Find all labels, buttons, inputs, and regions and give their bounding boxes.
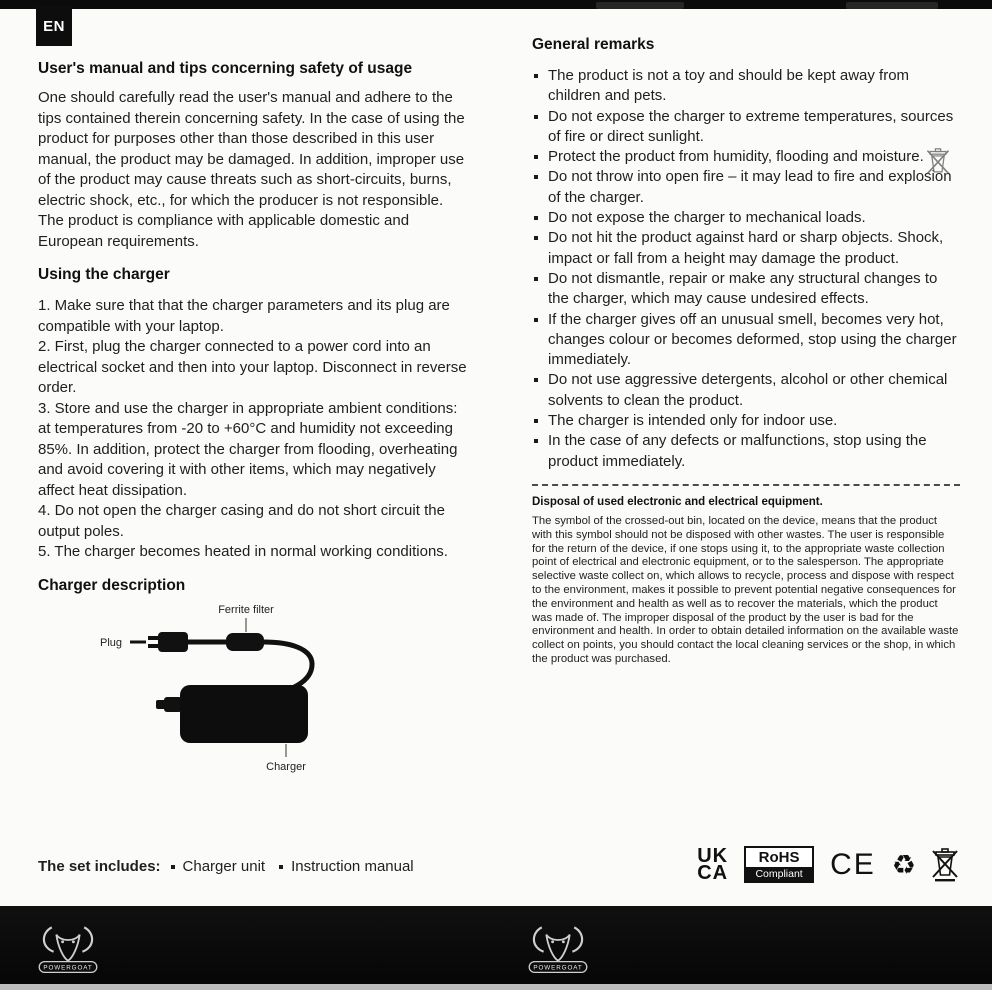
remark-text: Do not dismantle, repair or make any structural changes to the charger, which may cause undesired effects. [548, 269, 938, 308]
bullet-square-icon [534, 439, 538, 443]
bullet-square-icon [534, 236, 538, 240]
set-includes-item-text: Charger unit [182, 858, 266, 875]
using-heading: Using the charger [38, 266, 170, 283]
plug-prong-icon [148, 636, 159, 640]
remarks-heading: General remarks [532, 36, 655, 53]
set-includes-item [279, 858, 414, 875]
plug-body-icon [158, 632, 188, 652]
bullet-square-icon [171, 865, 175, 869]
remark-item [532, 370, 960, 411]
remark-item [532, 208, 960, 228]
step-item: 2. First, plug the charger connected to a power cord into an electrical socket and then into your laptop. Disconnect in reverse order. [38, 338, 467, 396]
remark-item [532, 411, 960, 431]
remark-text: Do not expose the charger to extreme temperatures, sources of fire or direct sunlight. [548, 107, 954, 145]
charger-body-icon [180, 685, 308, 743]
charger-label: Charger [266, 760, 306, 773]
safety-body: One should carefully read the user's manual and adhere to the tips contained therein concerning safety. In the case of using the product for purposes other than those described in this user manual, the product may be damaged. In addition, improper use of the product may cause threats such as short-circuits, burns, electric shock, etc., for which the producer is not responsible. The product is compliance with applicable domestic and European requirements. [38, 89, 465, 250]
remark-text: Do not use aggressive detergents, alcohol or other chemical solvents to clean the product. [548, 371, 948, 409]
bullet-square-icon [534, 216, 538, 220]
set-includes-items [171, 858, 428, 875]
remark-item [532, 66, 960, 107]
set-includes-item-text: Instruction manual [291, 858, 414, 875]
ferrite-filter-icon [226, 633, 264, 651]
remark-text: Do not throw into open fire – it may lead to fire and explosion of the charger. [548, 168, 952, 206]
disposal-body: The symbol of the crossed-out bin, located on the device, means that the product with this symbol should not be disposed with other wastes. The user is responsible for the return of the device, if one stops using it, to the appropriate waste collection point of electrical and electronic equipment, or to the salesperson. The appropriate selective waste collect on, which allows to recycle, process and dispose with respect to the environment, makes it possible to prevent potential negative consequences for the environment and health as well as to recover the materials, which the product was made of. The improper disposal of the product by the user is bad for the environment and health. In order to obtain detailed information on the available waste collect on points, you should contact the local cleaning services or the shop, in which the product was purchased. [532, 514, 959, 665]
remark-text: The charger is intended only for indoor use. [548, 412, 838, 430]
remark-item [532, 310, 960, 371]
top-bar [0, 0, 992, 9]
charger-diagram [86, 601, 426, 791]
powergoat-logo [32, 920, 104, 978]
ce-mark: CE [830, 847, 876, 881]
bullet-square-icon [279, 865, 283, 869]
weee-bin-icon [932, 848, 958, 882]
bullet-square-icon [534, 277, 538, 281]
plug-label: Plug [100, 636, 123, 649]
certification-marks [697, 846, 958, 883]
remark-text: Do not hit the product against hard or sharp objects. Shock, impact or fall from a height may damage the product. [548, 229, 944, 267]
remarks-list [532, 66, 960, 472]
recycle-icon: ♻ [891, 849, 916, 880]
remark-item [532, 167, 960, 208]
plug-prong-icon [148, 644, 159, 648]
step-item: 3. Store and use the charger in appropriate ambient conditions: at temperatures from -20 to +60°C and humidity not exceeding 85%. In addition, protect the charger from flooding, overheating and avoid covering it with other items, which may negatively affect heat dissipation. [38, 399, 458, 499]
ukca-mark [697, 844, 729, 884]
footer-bar [0, 906, 992, 984]
description-heading: Charger description [38, 576, 186, 594]
safety-heading: User's manual and tips concerning safety of usage [38, 60, 413, 77]
left-column [38, 60, 472, 796]
remark-text: If the charger gives off an unusual smell, becomes very hot, changes colour or becomes deformed, stop using the charger immediately. [548, 310, 957, 369]
remark-text: In the case of any defects or malfunctions, stop using the product immediately. [548, 432, 927, 470]
right-column [532, 36, 960, 667]
bullet-square-icon [534, 378, 538, 382]
ukca-line2: CA [697, 861, 729, 884]
bullet-square-icon [534, 115, 538, 119]
footer-bottom-strip [0, 984, 992, 990]
remark-item [532, 269, 960, 310]
bullet-square-icon [534, 175, 538, 179]
powergoat-wordmark: POWERGOAT [43, 964, 93, 972]
remark-item [532, 147, 960, 167]
bullet-square-icon [534, 155, 538, 159]
weee-bin-small-icon [926, 148, 950, 178]
powergoat-wordmark: POWERGOAT [533, 964, 583, 972]
bullet-square-icon [534, 318, 538, 322]
step-item: 1. Make sure that that the charger parameters and its plug are compatible with your laptop. [38, 297, 450, 335]
dashed-divider [532, 484, 960, 486]
powergoat-logo [522, 920, 594, 978]
dc-connector-icon [164, 697, 182, 712]
bullet-square-icon [534, 74, 538, 78]
top-bar-remnant [596, 2, 684, 9]
rohs-label: RoHS [758, 849, 800, 866]
remark-text: The product is not a toy and should be kept away from children and pets. [548, 67, 910, 105]
remark-text: Protect the product from humidity, flooding and moisture. [548, 148, 924, 166]
bullet-square-icon [534, 419, 538, 423]
using-steps [38, 296, 472, 563]
set-includes [38, 858, 428, 875]
top-bar-remnant [846, 2, 938, 9]
ferrite-filter-label: Ferrite filter [218, 603, 274, 616]
remark-item [532, 228, 960, 269]
disposal-heading: Disposal of used electronic and electrical equipment. [532, 495, 823, 508]
set-includes-item [171, 858, 266, 875]
rohs-compliant-label: Compliant [746, 867, 812, 881]
language-badge: EN [36, 6, 72, 46]
remark-item [532, 431, 960, 472]
step-item: 5. The charger becomes heated in normal working conditions. [38, 543, 448, 560]
remark-text: Do not expose the charger to mechanical loads. [548, 209, 866, 227]
ukca-line1: UK [697, 844, 729, 867]
step-item: 4. Do not open the charger casing and do not short circuit the output poles. [38, 502, 445, 540]
rohs-mark [744, 846, 814, 883]
set-includes-label: The set includes: [38, 858, 161, 875]
remark-item [532, 107, 960, 148]
